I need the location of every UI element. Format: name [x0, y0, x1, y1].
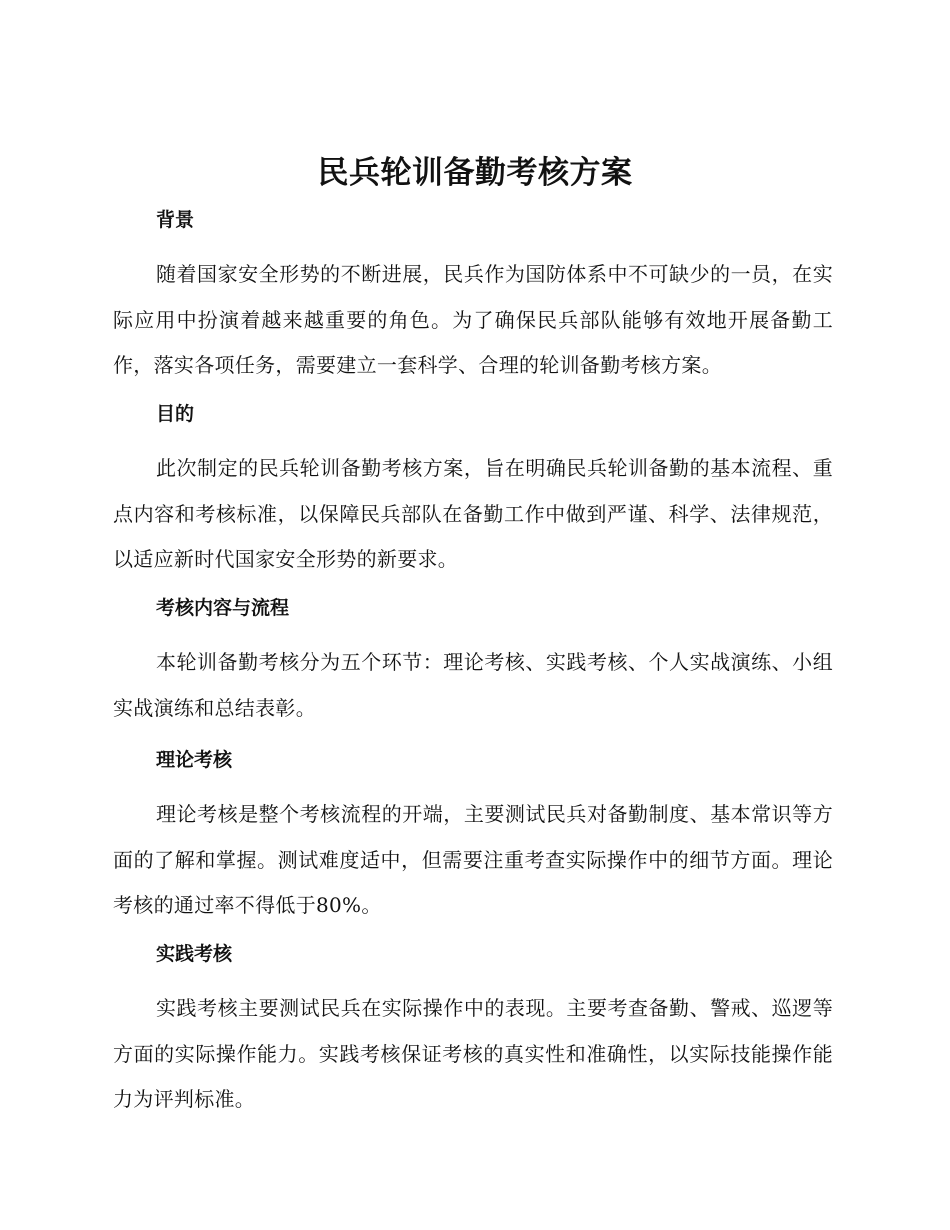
section-paragraph-background: 随着国家安全形势的不断进展，民兵作为国防体系中不可缺少的一员，在实际应用中扮演着越来越重要的角色。为了确保民兵部队能够有效地开展备勤工作，落实各项任务，需要建立一套科学、合理的轮训备勤考核方案。 [113, 262, 833, 377]
section-heading-theory-exam: 理论考核 [156, 749, 233, 771]
section-heading-practice-exam: 实践考核 [156, 943, 233, 965]
section-heading-purpose: 目的 [156, 403, 195, 425]
section-paragraph-practice-exam: 实践考核主要测试民兵在实际操作中的表现。主要考查备勤、警戒、巡逻等方面的实际操作能力。实践考核保证考核的真实性和准确性，以实际技能操作能力为评判标准。 [113, 996, 833, 1111]
section-heading-content-process: 考核内容与流程 [156, 597, 290, 619]
section-paragraph-purpose: 此次制定的民兵轮训备勤考核方案，旨在明确民兵轮训备勤的基本流程、重点内容和考核标准，以保障民兵部队在备勤工作中做到严谨、科学、法律规范，以适应新时代国家安全形势的新要求。 [113, 456, 833, 571]
section-heading-background: 背景 [156, 209, 195, 231]
section-paragraph-content-process: 本轮训备勤考核分为五个环节：理论考核、实践考核、个人实战演练、小组实战演练和总结表彰。 [113, 650, 833, 720]
section-paragraph-theory-exam: 理论考核是整个考核流程的开端，主要测试民兵对备勤制度、基本常识等方面的了解和掌握。测试难度适中，但需要注重考查实际操作中的细节方面。理论考核的通过率不得低于80%。 [113, 802, 833, 917]
document-title: 民兵轮训备勤考核方案 [317, 155, 633, 191]
